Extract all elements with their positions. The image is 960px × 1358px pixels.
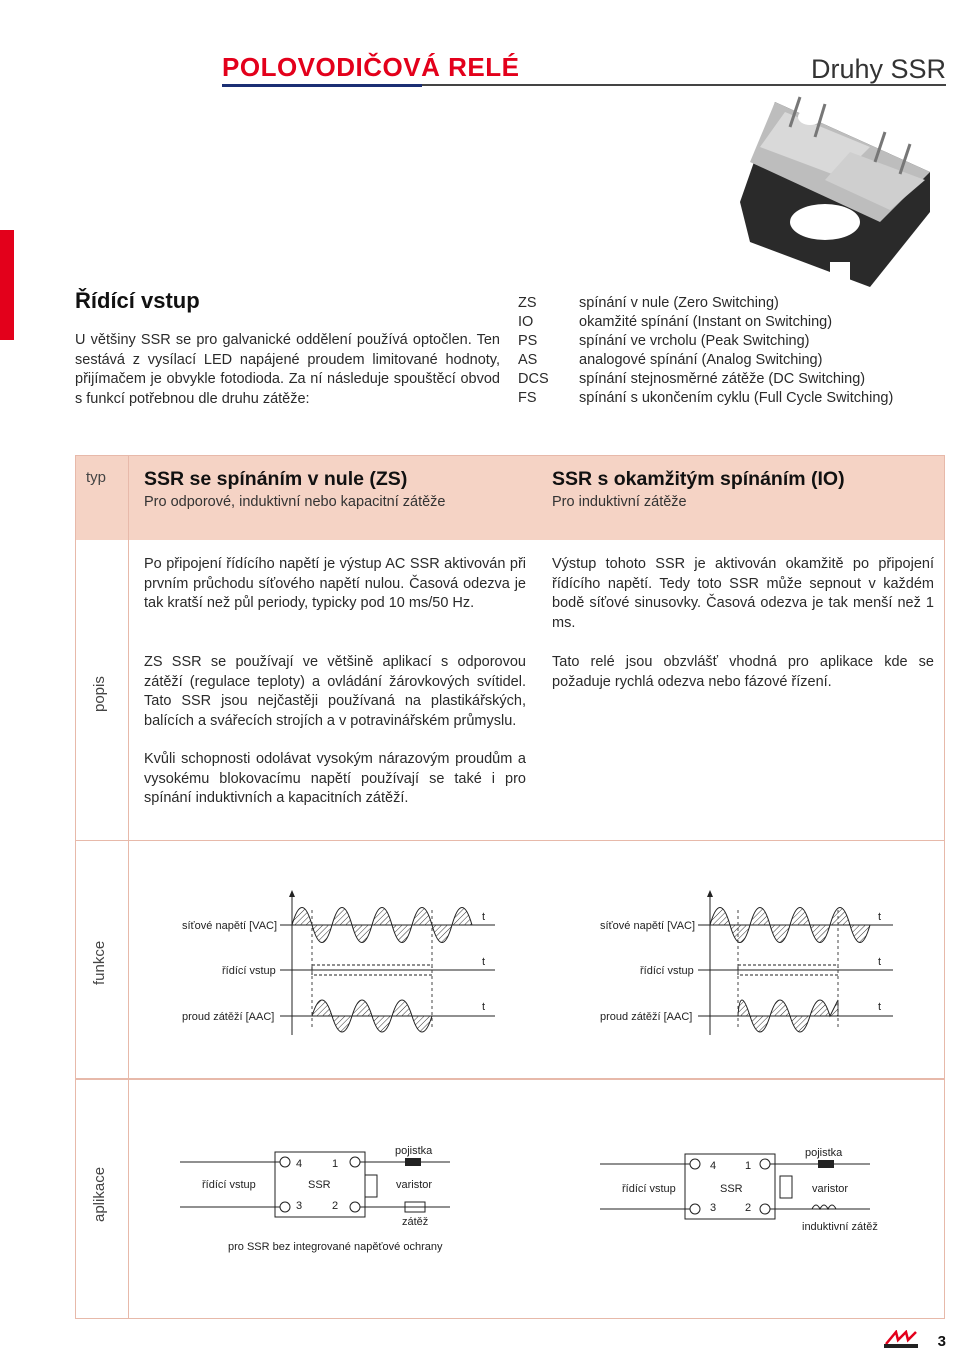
caption: pro SSR bez integrované napěťové ochrany [228,1241,443,1253]
brand-title: POLOVODIČOVÁ RELÉ [222,52,520,82]
pin-label: 2 [332,1200,339,1212]
pin-label: 1 [745,1160,752,1172]
pin-label: 4 [296,1158,303,1170]
control-input-label: řídící vstup [640,965,694,977]
mains-sine-wave [292,908,472,943]
control-input-heading: Řídící vstup [75,288,200,313]
zs-description-2: ZS SSR se používají ve většině aplikací s odporovou zátěží (regulace teploty) a ovládání žárovkových svítidel. Tato SSR jsou nejčastěji používaná na plastikářských, balících a svářecích strojích a v potravinářském průmyslu. [144,654,526,729]
inductor-symbol [812,1205,836,1209]
time-axis-label: t [482,956,486,968]
zs-subtitle: Pro odporové, induktivní nebo kapacitní zátěže [144,494,446,510]
type-desc: spínání ve vrcholu (Peak Switching) [579,333,810,349]
time-axis-label: t [878,956,882,968]
ssr-label: SSR [308,1179,331,1191]
mains-sine-wave [710,908,870,943]
row-label-funkce: funkce [91,940,108,985]
io-description-1: Výstup tohoto SSR je aktivován okamžitě po připojení řídícího napětí. Tedy toto SSR může sepnout v každém bodě síťové sinusovky. Časová odezva je tak menší než 1 ms. [552,556,934,631]
time-axis-label: t [878,911,882,923]
pin-label: 3 [296,1200,303,1212]
row-label-typ: typ [86,469,107,486]
type-code: IO [518,314,534,330]
intro-paragraph: U většiny SSR se pro galvanické oddělení používá optočlen. Ten sestává z vysílací LED napájené proudem limitované hodnoty, přijímačem je obvykle fotodioda. Za ní následuje spouštěcí obvod s funkcí potřebnou dle druhu zátěže: [75,332,500,407]
type-desc: spínání stejnosměrné zátěže (DC Switching) [579,371,866,387]
varistor-symbol [780,1176,792,1198]
type-code: FS [518,390,537,406]
time-axis-label: t [482,911,486,923]
zs-timing-diagram [130,880,540,1040]
type-desc: analogové spínání (Analog Switching) [579,352,823,368]
type-desc: spínání v nule (Zero Switching) [579,295,779,311]
ssr-module-photo [730,92,950,292]
time-axis-label: t [878,1001,882,1013]
mains-voltage-label: síťové napětí [VAC] [182,920,278,932]
type-code: AS [518,352,538,368]
row-divider [75,1079,945,1080]
io-subtitle: Pro induktivní zátěže [552,494,687,510]
pin-label: 3 [710,1202,717,1214]
zs-application-circuit [170,1140,460,1260]
type-desc: spínání s ukončením cyklu (Full Cycle Switching) [579,390,894,406]
type-code: PS [518,333,538,349]
carlo-gavazzi-logo [884,1330,918,1348]
load-current-label: proud zátěží [AAC] [600,1011,693,1023]
pin-label: 2 [745,1202,752,1214]
io-description-2: Tato relé jsou obzvlášť vhodná pro aplikace kde se požaduje rychlá odezva nebo fázové řízení. [552,654,934,690]
page-number: 3 [937,1333,946,1350]
load-current-label: proud zátěží [AAC] [182,1011,275,1023]
label-column-divider [128,455,129,1319]
io-timing-diagram [548,880,943,1040]
pin-label: 1 [332,1158,339,1170]
zs-title: SSR se spínáním v nule (ZS) [144,468,408,490]
row-divider [75,840,945,841]
io-title: SSR s okamžitým spínáním (IO) [552,468,845,490]
type-code: DCS [518,371,549,387]
io-header [552,468,942,510]
fuse-symbol [405,1158,421,1166]
type-codes [518,294,549,408]
control-input-label: řídící vstup [622,1183,676,1195]
section-title: Druhy SSR [810,54,946,84]
io-application-circuit [590,1140,880,1260]
fuse-label: pojistka [395,1145,433,1157]
load-current-wave [312,1000,432,1032]
load-current-wave [738,1000,838,1032]
zs-description-3: Kvůli schopnosti odolávat vysokým nárazovým proudům a vysokému blokovacímu napětí používají se také i pro spínání induktivních a kapacitních zátěží. [144,751,526,806]
varistor-label: varistor [396,1179,433,1191]
varistor-label: varistor [812,1183,849,1195]
header-rule-accent [222,84,422,87]
control-input-label: řídící vstup [222,965,276,977]
type-desc: okamžité spínání (Instant on Switching) [579,314,833,330]
type-descriptions [579,294,893,408]
mains-voltage-label: síťové napětí [VAC] [600,920,696,932]
row-label-aplikace: aplikace [91,1166,108,1222]
ssr-label: SSR [720,1183,743,1195]
time-axis-label: t [482,1001,486,1013]
fuse-label: pojistka [805,1147,843,1159]
row-label-popis: popis [91,676,108,712]
fuse-symbol [818,1160,834,1168]
varistor-symbol [365,1175,377,1197]
type-code: ZS [518,295,537,311]
zs-description-1: Po připojení řídícího napětí je výstup AC SSR aktivován při prvním průchodu síťového napětí nulou. Časová odezva je tak kratší než půl periody, typicky pod 10 ms/50 Hz. [144,556,526,611]
control-input-label: řídící vstup [202,1179,256,1191]
load-label: zátěž [402,1216,429,1228]
side-accent-bar [0,230,14,340]
zs-header [144,468,534,510]
pin-label: 4 [710,1160,717,1172]
load-label: induktivní zátěž [802,1221,878,1233]
